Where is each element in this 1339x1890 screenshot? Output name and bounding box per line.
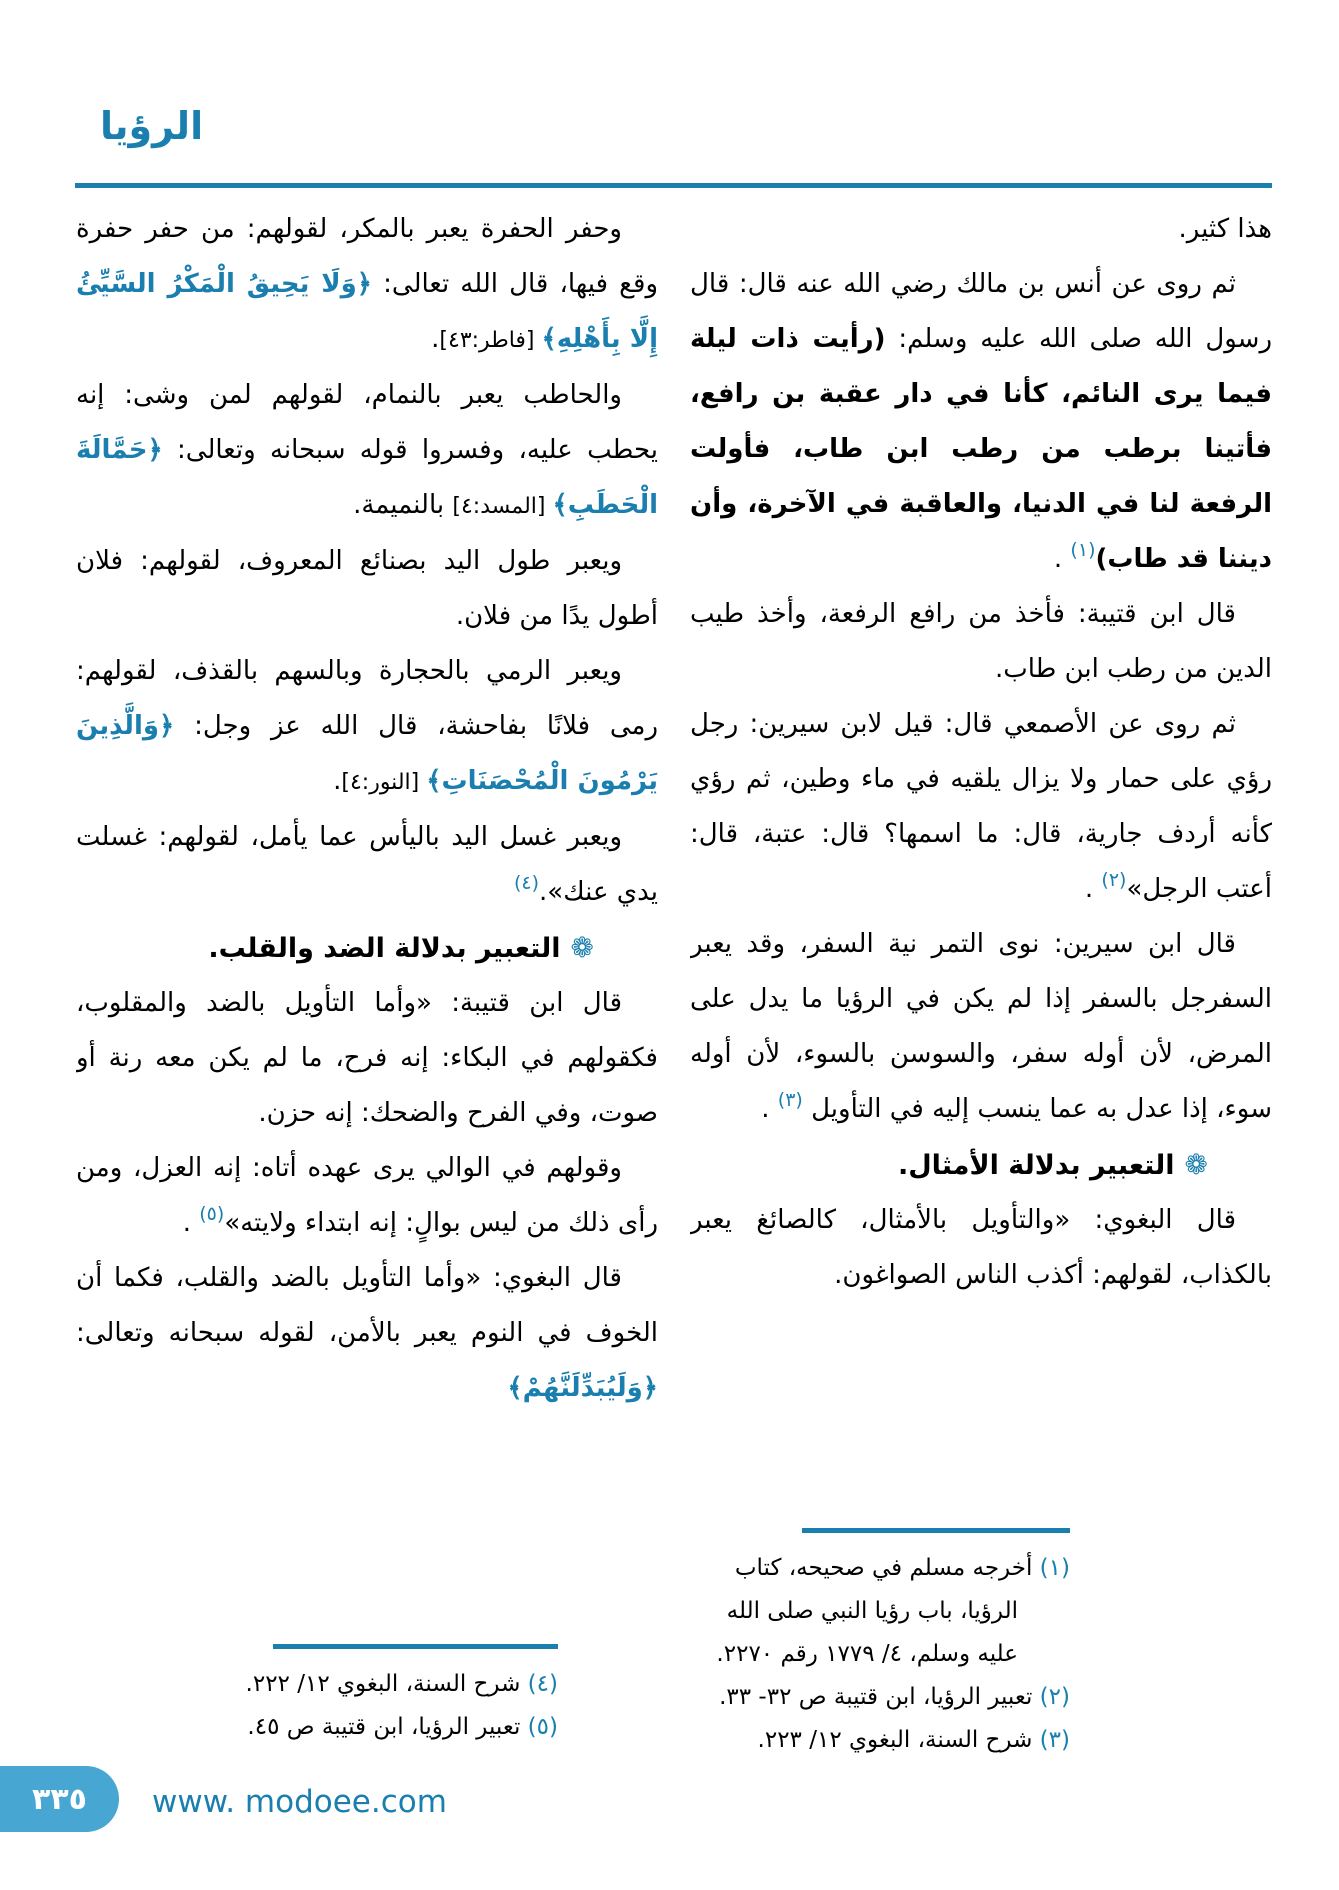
- paragraph: [76, 644, 658, 810]
- verse-reference: [النور:٤]: [341, 770, 427, 795]
- body-text: .: [761, 1094, 778, 1124]
- header-rule: [75, 183, 1272, 188]
- body-text: ويعبر غسل اليد باليأس عما يأمل، لقولهم: غسلت يدي عنك».: [76, 822, 658, 907]
- page-header-title: الرؤيا: [100, 104, 204, 148]
- heading-text: التعبير بدلالة الأمثال.: [897, 1150, 1175, 1181]
- page-number-badge: [0, 1766, 119, 1832]
- footnote-number: (١): [1032, 1555, 1070, 1581]
- footnote-number: (٣): [1032, 1727, 1070, 1753]
- paragraph: [76, 1141, 658, 1251]
- footnote-marker: (٥): [199, 1203, 225, 1225]
- body-text: .: [333, 766, 342, 796]
- right-column-body: [690, 202, 1272, 1303]
- body-text: .: [1084, 874, 1102, 904]
- footnote-separator: [273, 1644, 558, 1649]
- paragraph: [76, 202, 658, 368]
- section-flower-icon: ❁: [570, 931, 594, 964]
- body-text: ثم روى عن أنس بن مالك رضي الله عنه قال: قال رسول الله صلى الله عليه وسلم:: [690, 269, 1272, 354]
- footnote-number: (٤): [520, 1671, 558, 1697]
- footnote-separator: [802, 1528, 1070, 1533]
- paragraph: [76, 1251, 658, 1416]
- footnote-number: (٢): [1032, 1684, 1070, 1710]
- footnote: [76, 1706, 558, 1749]
- body-text: ويعبر طول اليد بصنائع المعروف، لقولهم: فلان أطول يدًا من فلان.: [76, 546, 658, 631]
- paragraph: [76, 368, 658, 534]
- footnote-marker: (٣): [777, 1089, 803, 1111]
- left-column-body: [76, 202, 658, 1416]
- body-text: ويعبر الرمي بالحجارة وبالسهم بالقذف، لقولهم: رمى فلانًا بفاحشة، قال الله عز وجل:: [76, 656, 658, 741]
- body-text: والحاطب يعبر بالنمام، لقولهم لمن وشى: إنه يحطب عليه، وفسروا قوله سبحانه وتعالى:: [76, 380, 658, 465]
- body-text: .: [182, 1208, 200, 1238]
- paragraph: [76, 534, 658, 644]
- page-number: ٣٣٥: [32, 1781, 87, 1817]
- heading-text: التعبير بدلالة الضد والقلب.: [208, 933, 561, 964]
- left-column-footnotes: [76, 1644, 656, 1749]
- body-text: .: [1053, 544, 1071, 574]
- footnote: [690, 1676, 1070, 1719]
- footnote: [690, 1547, 1070, 1676]
- body-text: بالنميمة.: [353, 490, 453, 520]
- footnote-text: شرح السنة، البغوي ١٢/ ٢٢٢.: [245, 1671, 521, 1697]
- footnote-text: شرح السنة، البغوي ١٢/ ٢٢٣.: [757, 1727, 1033, 1753]
- section-flower-icon: ❁: [1184, 1148, 1208, 1181]
- footnote-number: (٥): [520, 1714, 558, 1740]
- quran-verse: ﴿وَالَّذِينَ يَرْمُونَ الْمُحْصَنَاتِ﴾: [76, 711, 658, 796]
- body-text: قال ابن قتيبة: فأخذ من رافع الرفعة، وأخذ طيب الدين من رطب ابن طاب.: [690, 599, 1272, 684]
- body-text: قال ابن سيرين: نوى التمر نية السفر، وقد يعبر السفرجل بالسفر إذا لم يكن في الرؤيا ما يدل على المرض، لأن أوله سفر، والسوسن بالسوء، لأن أوله سوء، إذا عدل به عما ينسب إليه في التأويل: [690, 929, 1272, 1124]
- hadith-text: (رأيت ذات ليلة فيما يرى النائم، كأنا في دار عقبة بن رافع، فأتينا برطب من رطب ابن طاب، فأولت الرفعة لنا في الدنيا، والعاقبة في الآخرة، وأن ديننا قد طاب): [690, 324, 1272, 574]
- quran-verse: ﴿وَلَا يَحِيقُ الْمَكْرُ السَّيِّئُ إِلَّا بِأَهْلِهِ﴾: [76, 269, 658, 354]
- footnote-text: تعبير الرؤيا، ابن قتيبة ص ٤٥.: [247, 1714, 521, 1740]
- body-text: هذا كثير.: [1178, 214, 1272, 244]
- section-heading: [690, 1137, 1272, 1193]
- paragraph: [76, 810, 658, 920]
- right-column-footnotes: [690, 1528, 1272, 1762]
- quran-verse: ﴿وَلَيُبَدِّلَنَّهُمْ﴾: [507, 1373, 658, 1403]
- footnote: [690, 1719, 1070, 1762]
- paragraph: [690, 257, 1272, 587]
- footnote-marker: (٢): [1101, 869, 1127, 891]
- footnote-marker: (٤): [513, 872, 540, 894]
- body-text: .: [431, 324, 440, 354]
- body-text: قال البغوي: «وأما التأويل بالضد والقلب، فكما أن الخوف في النوم يعبر بالأمن، لقوله سبحانه وتعالى:: [76, 1263, 658, 1348]
- body-text: وقولهم في الوالي يرى عهده أتاه: إنه العزل، ومن رأى ذلك من ليس بوالٍ: إنه ابتداء ولايته»: [76, 1153, 658, 1238]
- verse-reference: [المسد:٤]: [452, 494, 553, 519]
- paragraph: [690, 1193, 1272, 1303]
- footnote-text: أخرجه مسلم في صحيحه، كتاب الرؤيا، باب رؤيا النبي صلى الله عليه وسلم، ٤/ ١٧٧٩ رقم ٢٢٧٠.: [716, 1555, 1033, 1667]
- body-text: قال البغوي: «والتأويل بالأمثال، كالصائغ يعبر بالكذاب، لقولهم: أكذب الناس الصواغون.: [690, 1205, 1272, 1290]
- section-heading: [76, 920, 658, 976]
- paragraph: [76, 976, 658, 1141]
- paragraph: [690, 917, 1272, 1137]
- quran-verse: ﴿حَمَّالَةَ الْحَطَبِ﴾: [76, 435, 658, 520]
- body-text: قال ابن قتيبة: «وأما التأويل بالضد والمقلوب، فكقولهم في البكاء: إنه فرح، ما لم يكن معه رنة أو صوت، وفي الفرح والضحك: إنه حزن.: [76, 988, 658, 1128]
- paragraph: [690, 697, 1272, 917]
- paragraph: [690, 587, 1272, 697]
- website-url: www. modoee.com: [152, 1784, 447, 1820]
- footnote-marker: (١): [1070, 539, 1096, 561]
- footnote: [76, 1663, 558, 1706]
- body-text: وحفر الحفرة يعبر بالمكر، لقولهم: من حفر حفرة وقع فيها، قال الله تعالى:: [76, 214, 658, 299]
- body-text: ثم روى عن الأصمعي قال: قيل لابن سيرين: رجل رؤي على حمار ولا يزال يلقيه في ماء وطين، ثم رؤي كأنه أردف جارية، قال: ما اسمها؟ قال: عتبة، قال: أعتب الرجل»: [690, 709, 1272, 904]
- paragraph: [690, 202, 1272, 257]
- verse-reference: [فاطر:٤٣]: [439, 328, 542, 353]
- footnote-text: تعبير الرؤيا، ابن قتيبة ص ٣٢- ٣٣.: [719, 1684, 1033, 1710]
